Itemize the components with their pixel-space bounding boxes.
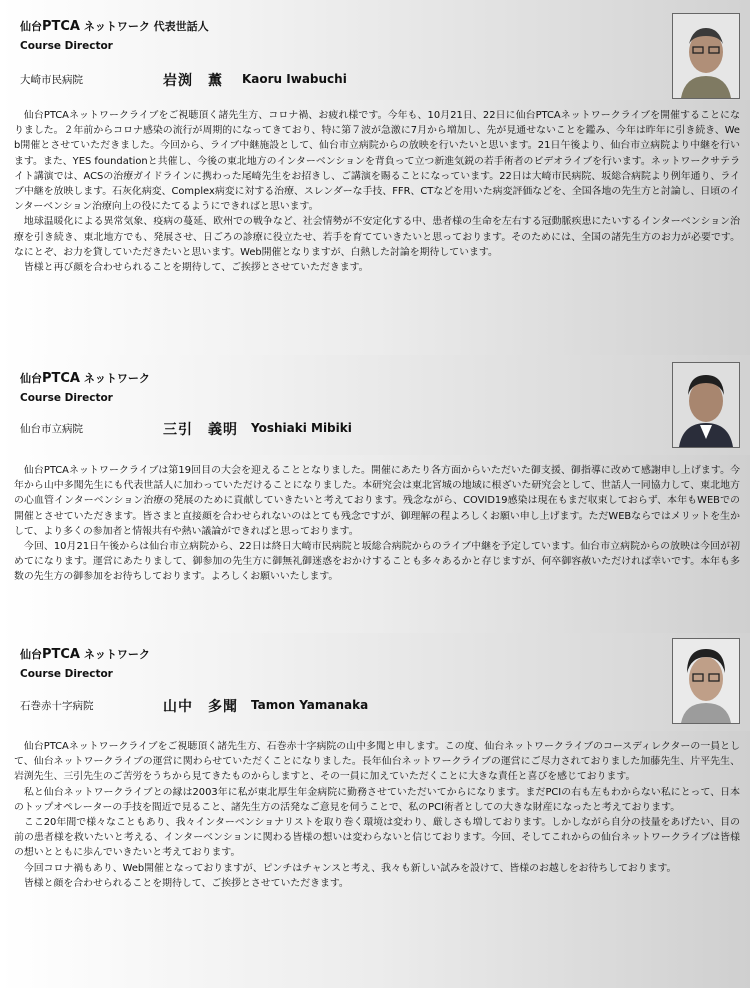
- director-name-jp: 岩渕 薫: [163, 73, 223, 89]
- paragraph: 皆様と再び顔を合わせられることを期待して、ご挨拶とさせていただきます。: [23, 262, 369, 274]
- section-1-body: [0, 100, 750, 355]
- section-2-header: [0, 355, 750, 455]
- role-label: Course Director: [20, 40, 113, 52]
- hospital-name: 石巻赤十字病院: [20, 700, 94, 712]
- paragraph: 地球温暖化による異常気象、疫病の蔓延、欧州での戦争など、社会情勢が不安定化する中、患者様の生命を左右する冠動脈疾患にたいするインターベンション治療を引き続き、東北地方でも、発展させ、日ごろの診療に役立たせ、若手を育てていきたいと思っております。そのためには、全国の諸先生方のお力が必要です。なにとぞ、お力を貸していただきたいと思います。Web開催となりますが、白熱した討論を期待しています。: [14, 216, 740, 258]
- section-title: 仙台PTCA ネットワーク: [20, 647, 150, 662]
- paragraph: 仙台PTCAネットワークライブは第19回目の大会を迎えることとなりました。開催にあたり各方面からいただいた御支援、御指導に改めて感謝申し上げます。今年から山中多聞先生にも代表世話人に加わっていただけることになりました。本研究会は東北宮城の地域に根ざいた研究会として、世話人一同協力して、東北地方の心血管インターベンション治療の発展のために貢献していきたいと考えております。残念ながら、COVID19感染は現在もまだ収束しておらず、本年もWEBでの開催とさせていただきます。皆さまと直接顔を合わせられないのはとても残念ですが、御理解の程よろしくお願い申し上げます。ただWEBならではメリットを生かして、より多くの参加者と情報共有や熱い議論ができればと思っております。: [14, 465, 740, 537]
- paragraph: 皆様と顔を合わせられることを期待して、ご挨拶とさせていただきます。: [23, 877, 349, 889]
- hospital-name: 仙台市立病院: [20, 423, 83, 435]
- director-name-jp: 三引 義明: [163, 422, 238, 438]
- role-label: Course Director: [20, 392, 113, 404]
- paragraph: ここ20年間で様々なこともあり、我々インターベンショナリストを取り巻く環境は変わり、厳しさも増しております。しかしながら自分の技量をあげたい、目の前の患者様を救いたいと考える、インターベンションに関わる皆様の想いは変わらないと信じております。今回、そしてこれからの仙台ネットワークライブは皆様の想いとともに歩んでいきたいと考えております。: [14, 817, 740, 859]
- section-3-header: [0, 633, 750, 731]
- role-label: Course Director: [20, 668, 113, 680]
- paragraph: 仙台PTCAネットワークライブをご視聴頂く諸先生方、石巻赤十字病院の山中多聞と申します。この度、仙台ネットワークライブのコースディレクターの一員として、仙台ネットワークライブの運営に関わらせていただくことになりました。長年仙台ネットワークライブの運営にご尽力されておりました加藤先生、片平先生、岩渕先生、三引先生のご苦労をうちから見てきたものからしますと、その一員に加えていただくことに大きな責任と喜びを感じております。: [14, 741, 740, 783]
- hospital-name: 大崎市民病院: [20, 74, 83, 86]
- person-photo: [672, 362, 740, 448]
- section-2-body: [0, 455, 750, 633]
- section-title: 仙台PTCA ネットワーク: [20, 371, 150, 386]
- director-name-en: Yoshiaki Mibiki: [251, 421, 352, 435]
- paragraph: 私と仙台ネットワークライブとの縁は2003年に私が東北厚生年金病院に勤務させていただいてからになります。まだPCIの右も左もわからない私にとって、日本のトップオペレーターの手技を間近で見ること、諸先生方の活発なご意見を伺うことで、私のPCI術者としての大きな財産になったと考えております。: [14, 786, 740, 813]
- director-name-en: Kaoru Iwabuchi: [242, 72, 347, 86]
- person-silhouette-icon: [673, 14, 739, 98]
- person-photo: [672, 638, 740, 724]
- director-name-en: Tamon Yamanaka: [251, 698, 369, 712]
- director-name-jp: 山中 多聞: [163, 699, 238, 715]
- person-photo: [672, 13, 740, 99]
- paragraph: 今回コロナ禍もあり、Web開催となっておりますが、ピンチはチャンスと考え、我々も新しい試みを設けて、皆様のお越しをお待ちしております。: [23, 862, 677, 874]
- paragraph: 今回、10月21日午後からは仙台市立病院から、22日は終日大崎市民病院と坂総合病院からのライブ中継を予定しています。仙台市立病院からの放映は今回が初めてになります。運営にあたりまして、御参加の先生方に御無礼御迷惑をおかけすることも多々あるかと存じますが、何卒御容赦いただければ幸いです。本年も多数の先生方の御参加をお待ちしております。よろしくお願いいたします。: [14, 541, 740, 583]
- section-3-body: [0, 731, 750, 988]
- paragraph: 仙台PTCAネットワークライブをご視聴頂く諸先生方、コロナ禍、お疲れ様です。今年も、10月21日、22日に仙台PTCAネットワークライブを開催することになりました。２年前からコロナ感染の流行が周期的になってきており、特に第７波が急激に7月から増加し、先が見通せないことを鑑み、今年は昨年に引き続き、Web開催とさせていただきました。今回から、ライブ中継施設として、仙台市立病院からの放映を行いたいと思います。21日午後より、仙台市立病院より中継を行います。また、YES foundationと共催し、今後の東北地方のインターベンションを背負って立つ新進気鋭の若手術者のビデオライブを行います。ネットワークサテライト講演では、ACSの治療ガイドラインに携わった尾崎先生をお招きし、ご講演を賜ることになっています。22日は大崎市民病院、坂総合病院より例年通り、ライブ中継を放映します。石灰化病変、Complex病変に対する治療、スレンダーな手技、FFR、CTなどを用いた病変評価などを、全国各地の先生方と討論し、日頃のインターベンション治療向上の役にたてるようにできればと思います。: [14, 110, 740, 213]
- section-title: 仙台PTCA ネットワーク 代表世話人: [20, 19, 209, 34]
- section-1-header: [0, 0, 750, 100]
- person-silhouette-icon: [673, 363, 739, 447]
- person-silhouette-icon: [673, 639, 739, 723]
